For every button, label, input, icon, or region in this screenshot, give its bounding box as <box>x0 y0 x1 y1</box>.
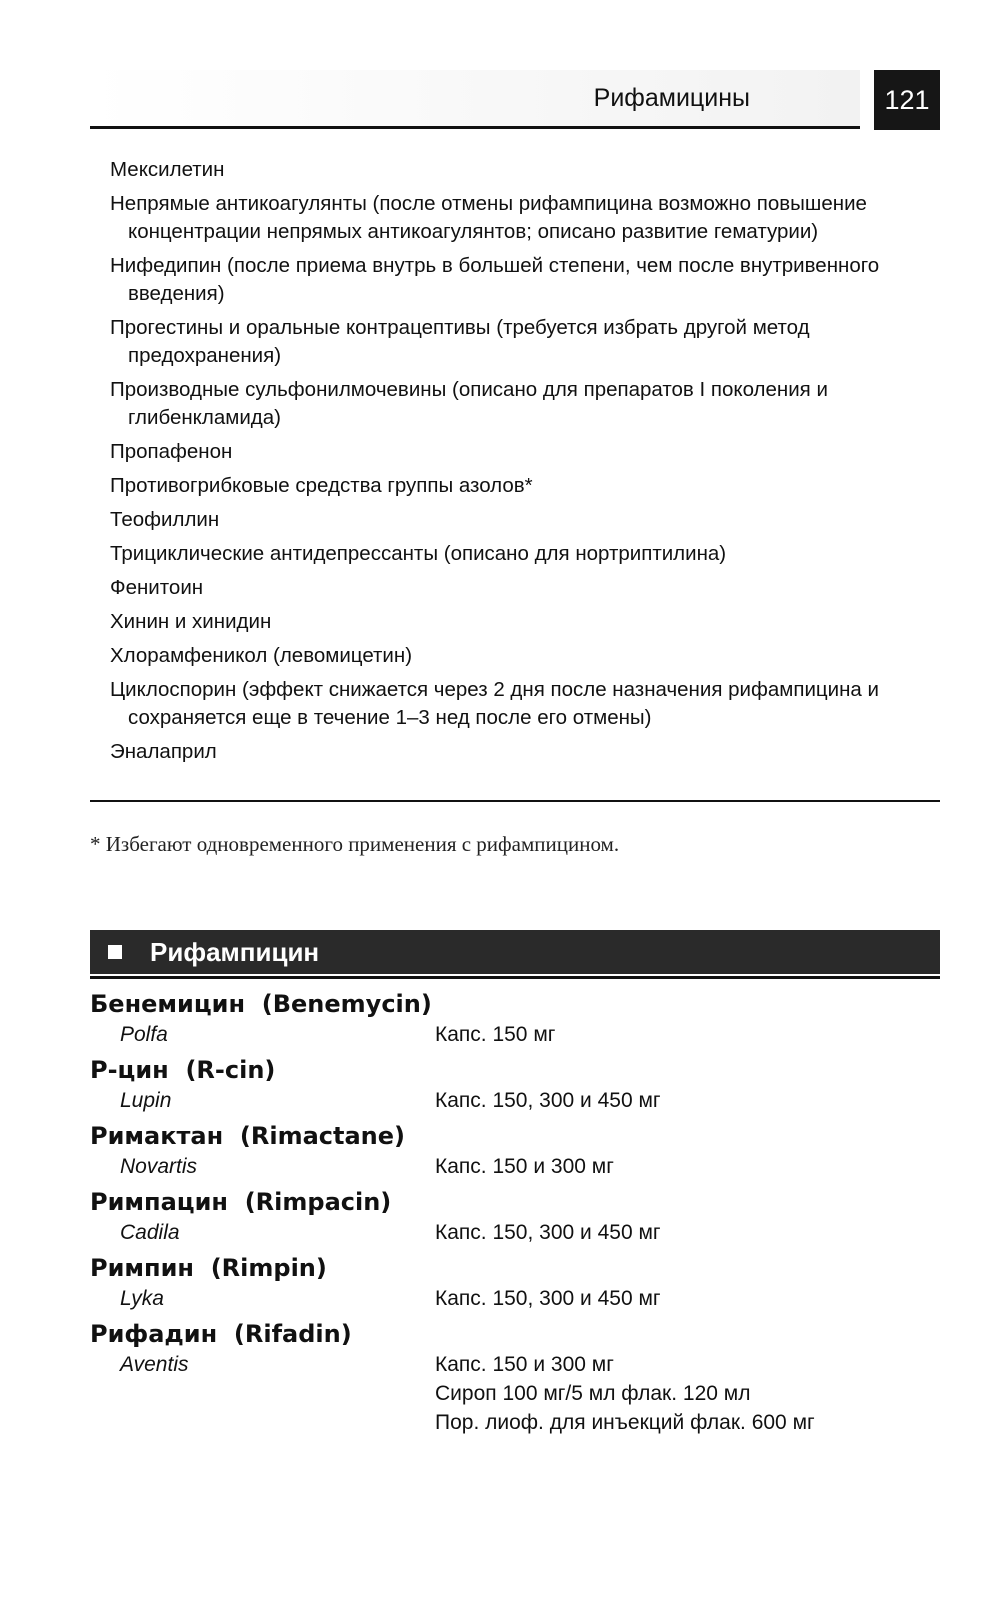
interaction-item: Прогестины и оральные контрацептивы (требуется избрать другой метод предохранения) <box>110 316 810 367</box>
interaction-item: Трициклические антидепрессанты (описано для нортриптилина) <box>110 542 727 565</box>
section-title: Рифампицин <box>150 937 320 967</box>
product-details-row <box>90 1350 940 1437</box>
manufacturer-name: Novartis <box>120 1155 198 1178</box>
product-brand-name: Римпацин (Rimpacin) <box>90 1188 392 1216</box>
dosage-form-item: Капс. 150 мг <box>435 1023 556 1046</box>
product-list <box>90 988 940 1442</box>
dosage-forms <box>435 1086 661 1115</box>
product-entry <box>90 1186 940 1247</box>
interaction-item: Фенитоин <box>110 576 204 599</box>
interaction-item: Мексилетин <box>110 158 225 181</box>
interaction-item: Теофиллин <box>110 508 220 531</box>
product-entry <box>90 1318 940 1437</box>
interaction-item: Циклоспорин (эффект снижается через 2 дня после назначения рифампицина и сохраняется еще в течение 1–3 нед после его отмены) <box>110 678 879 729</box>
product-brand-name: Римпин (Rimpin) <box>90 1254 327 1282</box>
interaction-item: Противогрибковые средства группы азолов* <box>110 474 533 497</box>
manufacturer-name: Lupin <box>120 1089 172 1112</box>
dosage-form-item: Капс. 150 и 300 мг <box>435 1155 614 1178</box>
interaction-item: Эналаприл <box>110 740 217 763</box>
dosage-form-item: Сироп 100 мг/5 мл флак. 120 мл <box>435 1382 751 1405</box>
product-entry <box>90 1054 940 1115</box>
page-number: 121 <box>874 70 940 130</box>
footnote: * Избегают одновременного применения с рифампицином. <box>90 832 620 856</box>
manufacturer-name: Polfa <box>120 1023 168 1046</box>
manufacturer-name: Lyka <box>120 1287 164 1310</box>
interaction-item: Хинин и хинидин <box>110 610 272 633</box>
interaction-item: Нифедипин (после приема внутрь в большей степени, чем после внутривенного введения) <box>110 254 880 305</box>
product-details-row <box>90 1152 940 1181</box>
interaction-list <box>110 156 940 772</box>
header-bar <box>90 70 860 129</box>
dosage-form-item: Капс. 150 и 300 мг <box>435 1353 614 1376</box>
manufacturer-name: Aventis <box>120 1353 189 1376</box>
dosage-form-item: Капс. 150, 300 и 450 мг <box>435 1089 661 1112</box>
manufacturer-name: Cadila <box>120 1221 180 1244</box>
product-details-row <box>90 1284 940 1313</box>
interaction-item: Пропафенон <box>110 440 233 463</box>
interaction-item: Производные сульфонилмочевины (описано для препаратов I поколения и глибенкламида) <box>110 378 828 429</box>
running-header <box>90 70 940 132</box>
product-entry <box>90 1252 940 1313</box>
dosage-forms <box>435 1350 815 1437</box>
product-brand-name: Бенемицин (Benemycin) <box>90 990 432 1018</box>
product-entry <box>90 988 940 1049</box>
product-brand-name: Р-цин (R-cin) <box>90 1056 276 1084</box>
dosage-form-item: Капс. 150, 300 и 450 мг <box>435 1221 661 1244</box>
square-bullet-icon <box>108 945 122 959</box>
section-header <box>90 930 940 976</box>
interaction-item: Хлорамфеникол (левомицетин) <box>110 644 413 667</box>
dosage-forms <box>435 1152 614 1181</box>
dosage-form-item: Капс. 150, 300 и 450 мг <box>435 1287 661 1310</box>
table-bottom-rule <box>90 800 940 802</box>
product-brand-name: Римактан (Rimactane) <box>90 1122 406 1150</box>
header-title: Рифамицины <box>593 84 750 112</box>
dosage-forms <box>435 1020 555 1049</box>
dosage-forms <box>435 1284 661 1313</box>
product-details-row <box>90 1020 940 1049</box>
product-details-row <box>90 1086 940 1115</box>
product-details-row <box>90 1218 940 1247</box>
product-brand-name: Рифадин (Rifadin) <box>90 1320 352 1348</box>
interaction-item: Непрямые антикоагулянты (после отмены рифампицина возможно повышение концентрации непрямых антикоагулянтов; описано развитие гематурии) <box>110 192 867 243</box>
dosage-form-item: Пор. лиоф. для инъекций флак. 600 мг <box>435 1411 815 1434</box>
dosage-forms <box>435 1218 661 1247</box>
product-entry <box>90 1120 940 1181</box>
